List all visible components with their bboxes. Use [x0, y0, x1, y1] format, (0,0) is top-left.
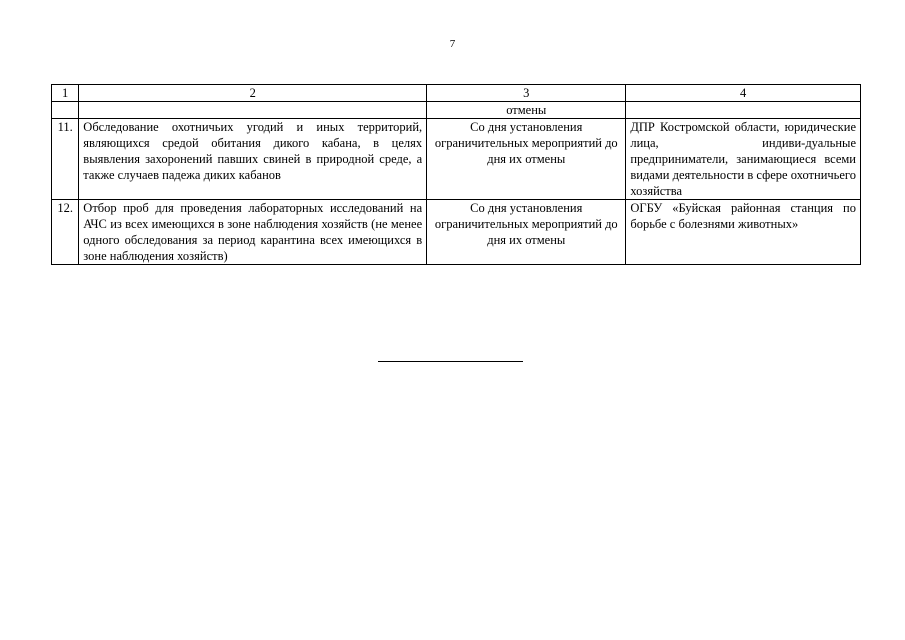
row-measure: Обследование охотничьих угодий и иных территорий, являющихся средой обитания дикого кабана, в целях выявления захоронений павших свиней в природной среде, а также случаев падежа диких кабанов — [79, 119, 427, 200]
table-row — [52, 200, 861, 265]
continuation-cell-3: отмены — [427, 102, 626, 119]
row-number: 11. — [52, 119, 79, 200]
header-col-1: 1 — [52, 85, 79, 102]
row-responsible: ДПР Костромской области, юридические лица, индиви-дуальные предприниматели, занимающиеся всеми видами деятельности в сфере охотничьего хозяйства — [626, 119, 861, 200]
header-col-4: 4 — [626, 85, 861, 102]
page-number: 7 — [449, 38, 456, 50]
header-col-3: 3 — [427, 85, 626, 102]
measures-table — [51, 84, 861, 265]
continuation-cell-2 — [79, 102, 427, 119]
row-term: Со дня установления ограничительных мероприятий до дня их отмены — [427, 200, 626, 265]
table-header-row — [52, 85, 861, 102]
row-term: Со дня установления ограничительных мероприятий до дня их отмены — [427, 119, 626, 200]
continuation-cell-1 — [52, 102, 79, 119]
row-measure: Отбор проб для проведения лабораторных исследований на АЧС из всех имеющихся в зоне наблюдения хозяйств (не менее одного обследования за период карантина всех имеющихся в зоне наблюдения хозяйств) — [79, 200, 427, 265]
table-row — [52, 119, 861, 200]
continuation-row — [52, 102, 861, 119]
continuation-cell-4 — [626, 102, 861, 119]
row-responsible: ОГБУ «Буйская районная станция по борьбе с болезнями животных» — [626, 200, 861, 265]
closing-rule — [378, 361, 523, 362]
row-number: 12. — [52, 200, 79, 265]
header-col-2: 2 — [79, 85, 427, 102]
